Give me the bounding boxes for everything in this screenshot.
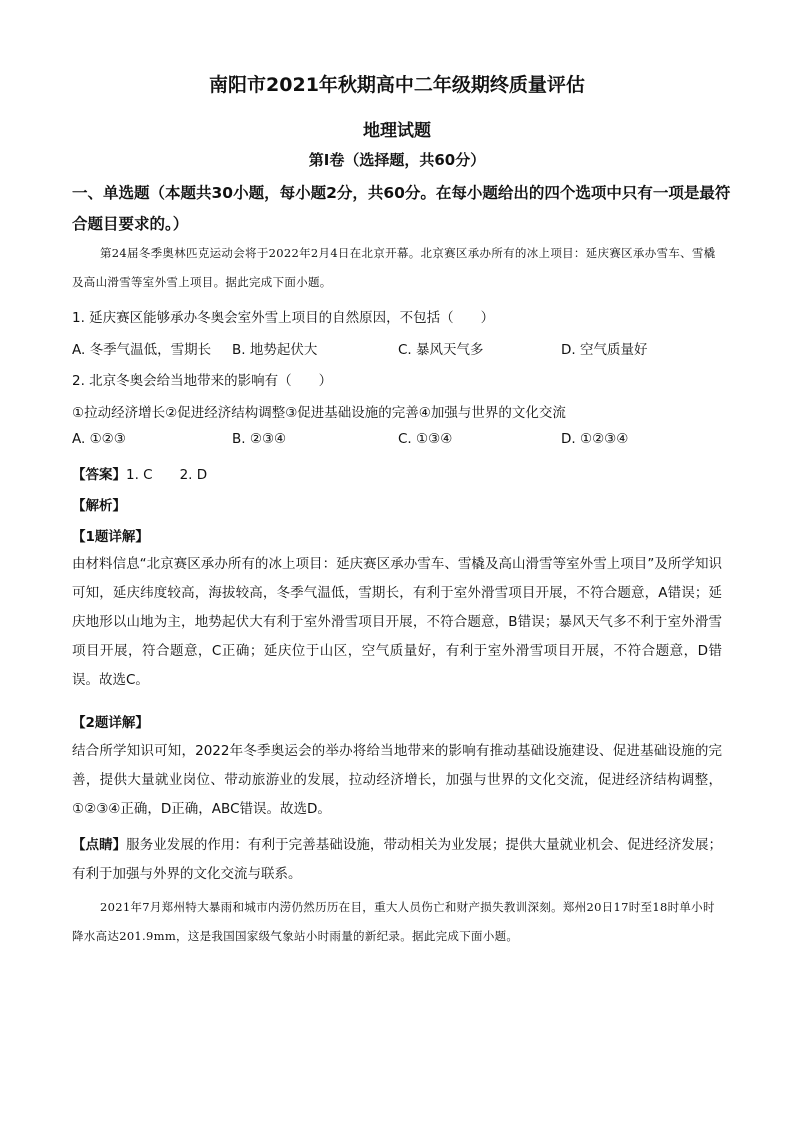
- question-2-option-a: A. ①②③: [72, 431, 126, 447]
- material-paragraph-1: 第24届冬季奥林匹克运动会将于2022年2月4日在北京开幕。北京赛区承办所有的冰上项目：延庆赛区承办雪车、雪橇及高山滑雪等室外雪上项目。据此完成下面小题。: [72, 246, 716, 289]
- analysis-line: [72, 494, 126, 514]
- detail-2-label: 【2题详解】: [72, 715, 149, 731]
- detail-2-text: 结合所学知识可知，2022年冬季奥运会的举办将给当地带来的影响有推动基础设施建设、促进基础设施的完善，提供大量就业岗位、带动旅游业的发展，拉动经济增长，加强与世界的文化交流，促进经济结构调整，①②③④正确，D正确，ABC错误。故选D。: [72, 743, 722, 817]
- question-1-option-b: B. 地势起伏大: [232, 342, 318, 358]
- comment-label: 【点睛】: [72, 837, 127, 853]
- detail-1-text: 由材料信息“北京赛区承办所有的冰上项目：延庆赛区承办雪车、雪橇及高山滑雪等室外雪上项目”及所学知识可知，延庆纬度较高，海拔较高，冬季气温低，雪期长，有利于室外滑雪项目开展，不符合题意，A错误；延庆地形以山地为主，地势起伏大有利于室外滑雪项目开展，不符合题意，B错误；暴风天气多不利于室外滑雪项目开展，符合题意，C正确；延庆位于山区，空气质量好，有利于室外滑雪项目开展，不符合题意，D错误。故选C。: [72, 556, 722, 688]
- subject-title: 地理试题: [363, 121, 431, 141]
- answer-line: [72, 463, 207, 483]
- question-2-option-d: D. ①②③④: [561, 431, 629, 447]
- exam-title: 南阳市2021年秋期高中二年级期终质量评估: [209, 74, 585, 96]
- analysis-label: 【解析】: [72, 498, 126, 514]
- material-paragraph-2: 2021年7月郑州特大暴雨和城市内涝仍然历历在目，重大人员伤亡和财产损失教训深刻。郑州20日17时至18时单小时降水高达201.9mm，这是我国国家级气象站小时雨量的新纪录。据此完成下面小题。: [72, 900, 715, 943]
- comment-paragraph: [72, 831, 722, 889]
- question-1-option-a: A. 冬季气温低，雪期长: [72, 342, 212, 358]
- answer-label: 【答案】: [72, 467, 126, 483]
- detail-1-label: 【1题详解】: [72, 529, 149, 545]
- question-1-option-d: D. 空气质量好: [561, 342, 648, 358]
- detail-1-heading: [72, 525, 149, 545]
- question-1-stem: 1. 延庆赛区能够承办冬奥会室外雪上项目的自然原因，不包括（ ）: [72, 310, 495, 326]
- question-1-option-c: C. 暴风天气多: [398, 342, 484, 358]
- volume-title: 第Ⅰ卷（选择题，共60分）: [308, 151, 486, 169]
- question-2-option-b: B. ②③④: [232, 431, 287, 447]
- comment-text: 服务业发展的作用：有利于完善基础设施，带动相关为业发展；提供大量就业机会、促进经济发展；有利于加强与外界的文化交流与联系。: [72, 837, 723, 882]
- detail-2-heading: [72, 711, 149, 731]
- question-2-option-c: C. ①③④: [398, 431, 453, 447]
- question-2-stem: 2. 北京冬奥会给当地带来的影响有（ ）: [72, 373, 333, 389]
- section-heading: 一、单选题（本题共30小题，每小题2分，共60分。在每小题给出的四个选项中只有一项是最符合题目要求的。）: [72, 184, 731, 233]
- question-2-statements: ①拉动经济增长②促进经济结构调整③促进基础设施的完善④加强与世界的文化交流: [72, 405, 566, 421]
- answer-text: 1. C 2. D: [126, 467, 208, 483]
